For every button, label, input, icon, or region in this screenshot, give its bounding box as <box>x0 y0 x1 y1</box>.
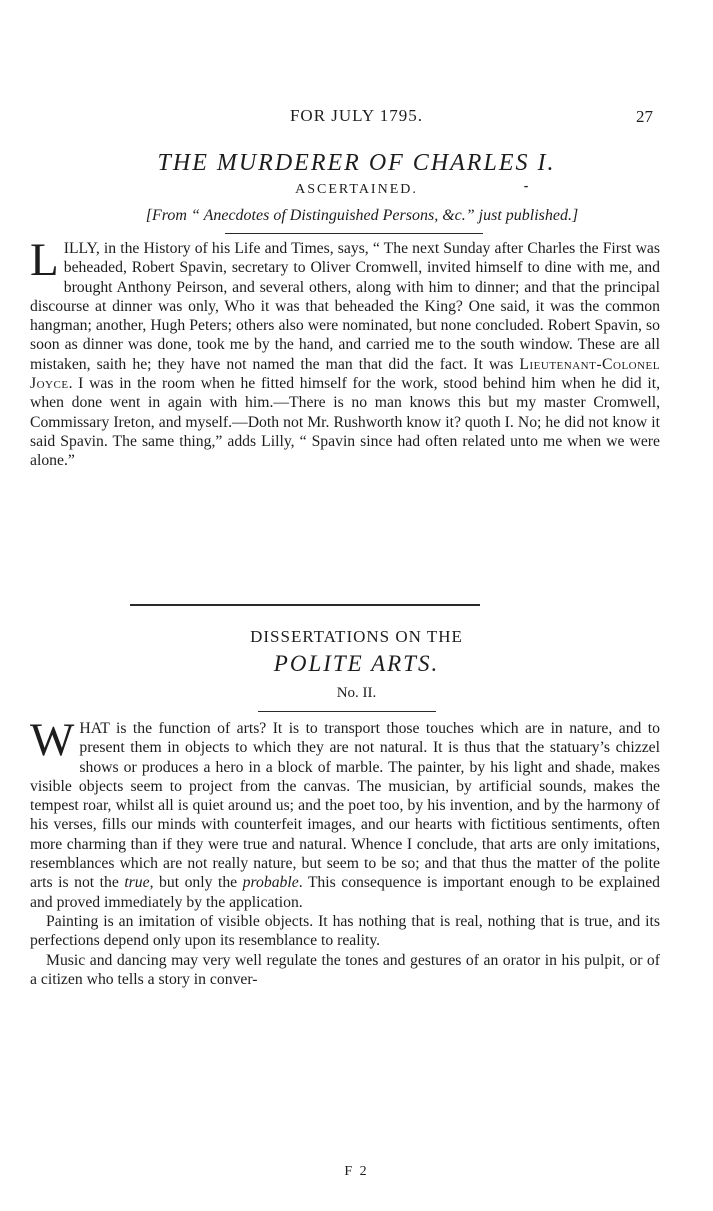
section-number: No. II. <box>336 685 377 701</box>
article-source: [From “ Anecdotes of Distinguished Persons, &c.” just published.] <box>145 207 579 224</box>
joyce-name: Lieutenant-Colonel Joyce <box>30 355 660 393</box>
article-body <box>30 234 660 471</box>
page-number: 27 <box>636 107 653 126</box>
lilly-paragraph-part-2: . I was in the room when he fitted himself for the work, stood behind him when he did it, when done went in again with him.—There is no man knows this but my master Cromwell, Commissary Ireton, and myself.—Doth not Mr. Rushworth know it? quoth I. No; he did not know it said Spavin. The same thing,” adds Lilly, “ Spavin since had often related unto me when we were alone.” <box>30 375 660 470</box>
running-head <box>0 106 713 130</box>
number-rule <box>258 711 436 712</box>
drop-cap: W <box>30 714 75 766</box>
dash-ornament: ⁃ <box>523 180 529 194</box>
title-rule <box>225 233 483 234</box>
article-title: THE MURDERER OF CHARLES I. <box>157 150 556 176</box>
lilly-paragraph-part-1: ILLY, in the History of his Life and Times, says, “ The next Sunday after Charles the First was beheaded, Robert Spavin, secretary to Oliver Cromwell, invited himself to dine with me, and brought Anthony Peirson, and several others, along with him to dinner; and that the principal discourse at dinner was only, Who it was that beheaded the King? One said, it was the common hangman; another, Hugh Peters; others also were nominated, but none concluded. Robert Spavin, so soon as dinner was done, took me by the hand, and carried me to the south window. These are all mistaken, saith he; they have not named the man that did the fact. It was <box>30 240 660 373</box>
article-subtitle: ASCERTAINED. <box>295 182 418 197</box>
word-true: true <box>124 874 150 892</box>
paragraph-2: Painting is an imitation of visible objects. It has nothing that is real, nothing that is true, and its perfections depend only upon its resemblance to reality. <box>30 912 660 950</box>
paragraph-1-part-b: , but only the <box>149 874 243 892</box>
section-heading-italic: POLITE ARTS. <box>273 651 440 676</box>
drop-cap: L <box>30 234 59 286</box>
section-divider <box>130 604 480 606</box>
signature-mark: F 2 <box>344 1164 369 1179</box>
dissertation-body <box>30 714 660 989</box>
paragraph-1-part-c: . This consequence is important enough to be explained and proved immediately by the application. <box>30 874 660 911</box>
section-heading: DISSERTATIONS ON THE <box>250 627 463 646</box>
paragraph-1-part-a: HAT is the function of arts? It is to transport those touches which are in nature, and to present them in objects to which they are not natural. It is thus that the statuary’s chizzel shows or produces a hero in a block of marble. The painter, by his light and shade, makes visible objects seem to project from the canvas. The musician, by artificial sounds, makes the tempest roar, whilst all is quiet around us; and the poet too, by his invention, and by the harmony of his verses, fills our minds with counterfeit images, and our hearts with fictitious sentiments, often more charming than if they were true and natural. Whence I conclude, that arts are only imitations, resemblances which are not really nature, but seem to be so; and that thus the matter of the polite arts is not the <box>30 720 660 892</box>
word-probable: probable <box>242 874 299 892</box>
running-title: FOR JULY 1795. <box>289 106 424 125</box>
paragraph-3: Music and dancing may very well regulate the tones and gestures of an orator in his pulpit, or of a citizen who tells a story in conver- <box>30 951 660 988</box>
